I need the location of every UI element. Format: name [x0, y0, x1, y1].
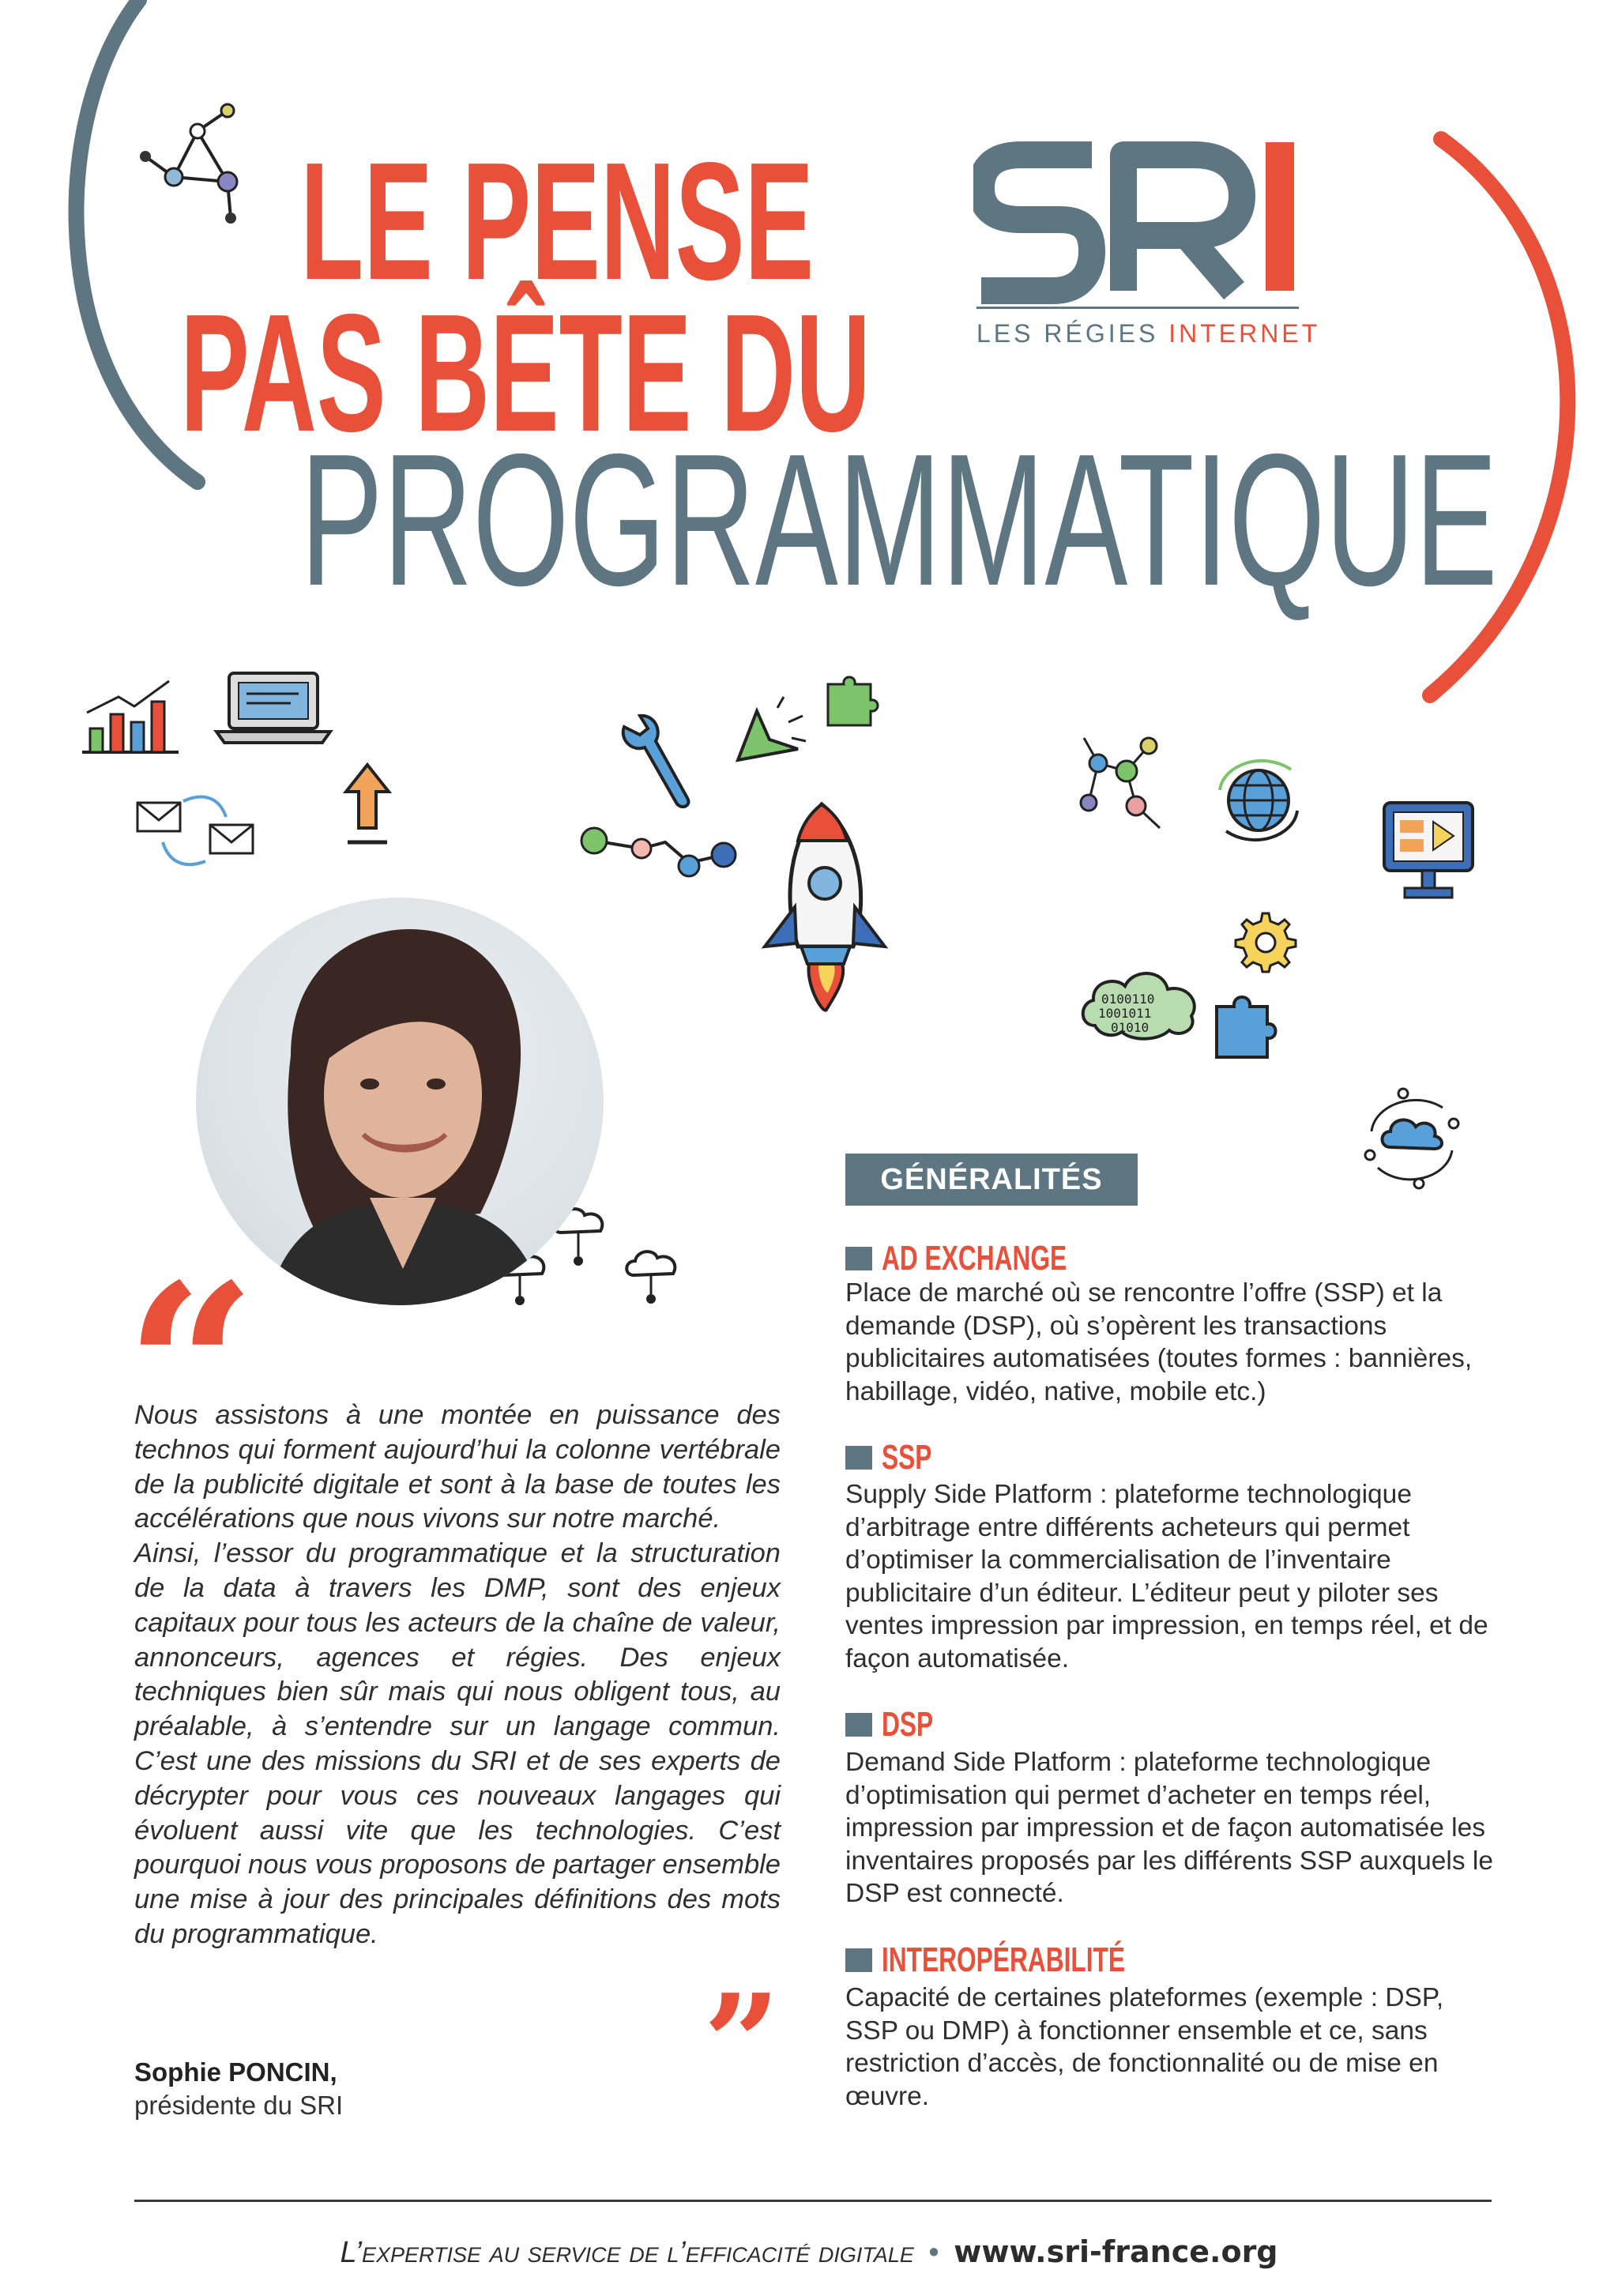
- connected-nodes-icon: [578, 811, 744, 898]
- author-role: présidente du SRI: [134, 2091, 344, 2120]
- svg-text:1001011: 1001011: [1098, 1006, 1152, 1021]
- term-definition-ad-exchange: Place de marché où se rencontre l’offre (SSP) et la demande (DSP), où s’opèrent les transactions publicitaires automatisées (toutes formes : bannières, habillage, vidéo, native, mobile etc.): [845, 1278, 1473, 1406]
- footer: [0, 2234, 1618, 2270]
- binary-cloud-icon: [1076, 959, 1202, 1046]
- section-title-badge: GÉNÉRALITÉS: [845, 1154, 1138, 1206]
- cloud-sync-icon: [1356, 1084, 1466, 1195]
- term-label: AD EXCHANGE: [882, 1239, 1067, 1278]
- open-quote-mark: “: [125, 1235, 257, 1504]
- bar-chart-icon: [79, 673, 182, 760]
- president-quote: [134, 1398, 781, 1952]
- square-bullet-icon: [845, 1247, 872, 1270]
- gear-icon: [1234, 910, 1297, 973]
- quote-paragraph-2: Ainsi, l’essor du programmatique et la structuration de la data à travers les DMP, sont des enjeux capitaux pour tous les acteurs de la chaîne de valeur, annonceurs, agences et régies. Des enjeux techniques bien sûr mais qui nous obligent tous, au préalable, à s’entendre sur un langage commun. C’est une des missions du SRI et de ses experts de décrypter pour vous ces nouveaux langages qui évoluent aussi vite que les technologies. C’est pourquoi nous vous proposons de partager ensemble une mise à jour des principales définitions des mots du programmatique.: [134, 1538, 781, 1949]
- upload-arrow-icon: [340, 760, 395, 855]
- portrait-illustration: [196, 898, 604, 1305]
- quote-paragraph-1: Nous assistons à une montée en puissance des technos qui forment aujourd’hui la colonne vertébrale de la publicité digitale et sont à la base de toutes les accélérations que nous vivons sur notre marché.: [134, 1400, 781, 1534]
- term-label: DSP: [882, 1705, 934, 1744]
- footer-separator: •: [928, 2236, 939, 2269]
- globe-icon: [1207, 749, 1310, 852]
- email-exchange-icon: [133, 787, 259, 874]
- monitor-dashboard-icon: [1378, 796, 1481, 907]
- author-name: Sophie PONCIN,: [134, 2057, 337, 2087]
- term-label: INTEROPÉRABILITÉ: [882, 1940, 1126, 1979]
- logo-subtitle: LES RÉGIES INTERNET: [976, 319, 1321, 348]
- title-line-3: PROGRAMMATIQUE: [300, 416, 1498, 625]
- wrench-icon: [613, 708, 692, 819]
- square-bullet-icon: [845, 1446, 872, 1470]
- term-definition-dsp: Demand Side Platform : plateforme technologique d’optimisation qui permet d’acheter en temps réel, impression par impression et de façon automatisée les inventaires proposés par les différents SSP auxquels le DSP est connecté.: [845, 1748, 1493, 1908]
- rocket-icon: [751, 796, 909, 1026]
- portrait-photo: [196, 898, 604, 1305]
- title-line-2: PAS BÊTE DU: [180, 279, 871, 466]
- square-bullet-icon: [845, 1713, 872, 1737]
- term-label: SSP: [882, 1438, 932, 1477]
- svg-text:0100110: 0100110: [1101, 992, 1155, 1007]
- term-heading-ad-exchange: [845, 1239, 1138, 1278]
- footer-tagline: L’expertise au service de l’efficacité digitale: [340, 2236, 914, 2269]
- network-nodes-icon: [126, 100, 261, 234]
- term-definition-ssp: Supply Side Platform : plateforme technologique d’arbitrage entre différents acheteurs qui permet d’optimiser la commercialisation de l’inventaire publicitaire d’un éditeur. L’éditeur peut y piloter ses ventes impression par impression, en temps réel, et de façon automatisée.: [845, 1480, 1488, 1673]
- data-network-icon: [1070, 727, 1180, 837]
- cursor-click-icon: [725, 692, 812, 779]
- laptop-icon: [212, 668, 338, 747]
- sri-logo-mark: [973, 141, 1305, 307]
- footer-website-link[interactable]: www.sri-france.org: [954, 2234, 1278, 2269]
- footer-divider: [134, 2200, 1492, 2202]
- puzzle-piece-green-icon: [820, 668, 883, 732]
- term-heading-ssp: [845, 1438, 951, 1477]
- term-definition-interoperabilite: Capacité de certaines plateformes (exemple : DSP, SSP ou DMP) à fonctionner ensemble et ce, sans restriction d’accès, de fonctionnalité ou de mise en œuvre.: [845, 1983, 1444, 2111]
- close-quote-mark: ”: [703, 1965, 781, 2123]
- logo-divider: [976, 307, 1299, 309]
- puzzle-piece-blue-icon: [1209, 988, 1280, 1067]
- svg-text:01010: 01010: [1111, 1020, 1150, 1035]
- term-heading-interoperabilite: [845, 1940, 1220, 1980]
- term-heading-dsp: [845, 1705, 953, 1745]
- sri-logo: [973, 141, 1305, 338]
- square-bullet-icon: [845, 1948, 872, 1972]
- title-line-1: LE PENSE: [300, 127, 815, 314]
